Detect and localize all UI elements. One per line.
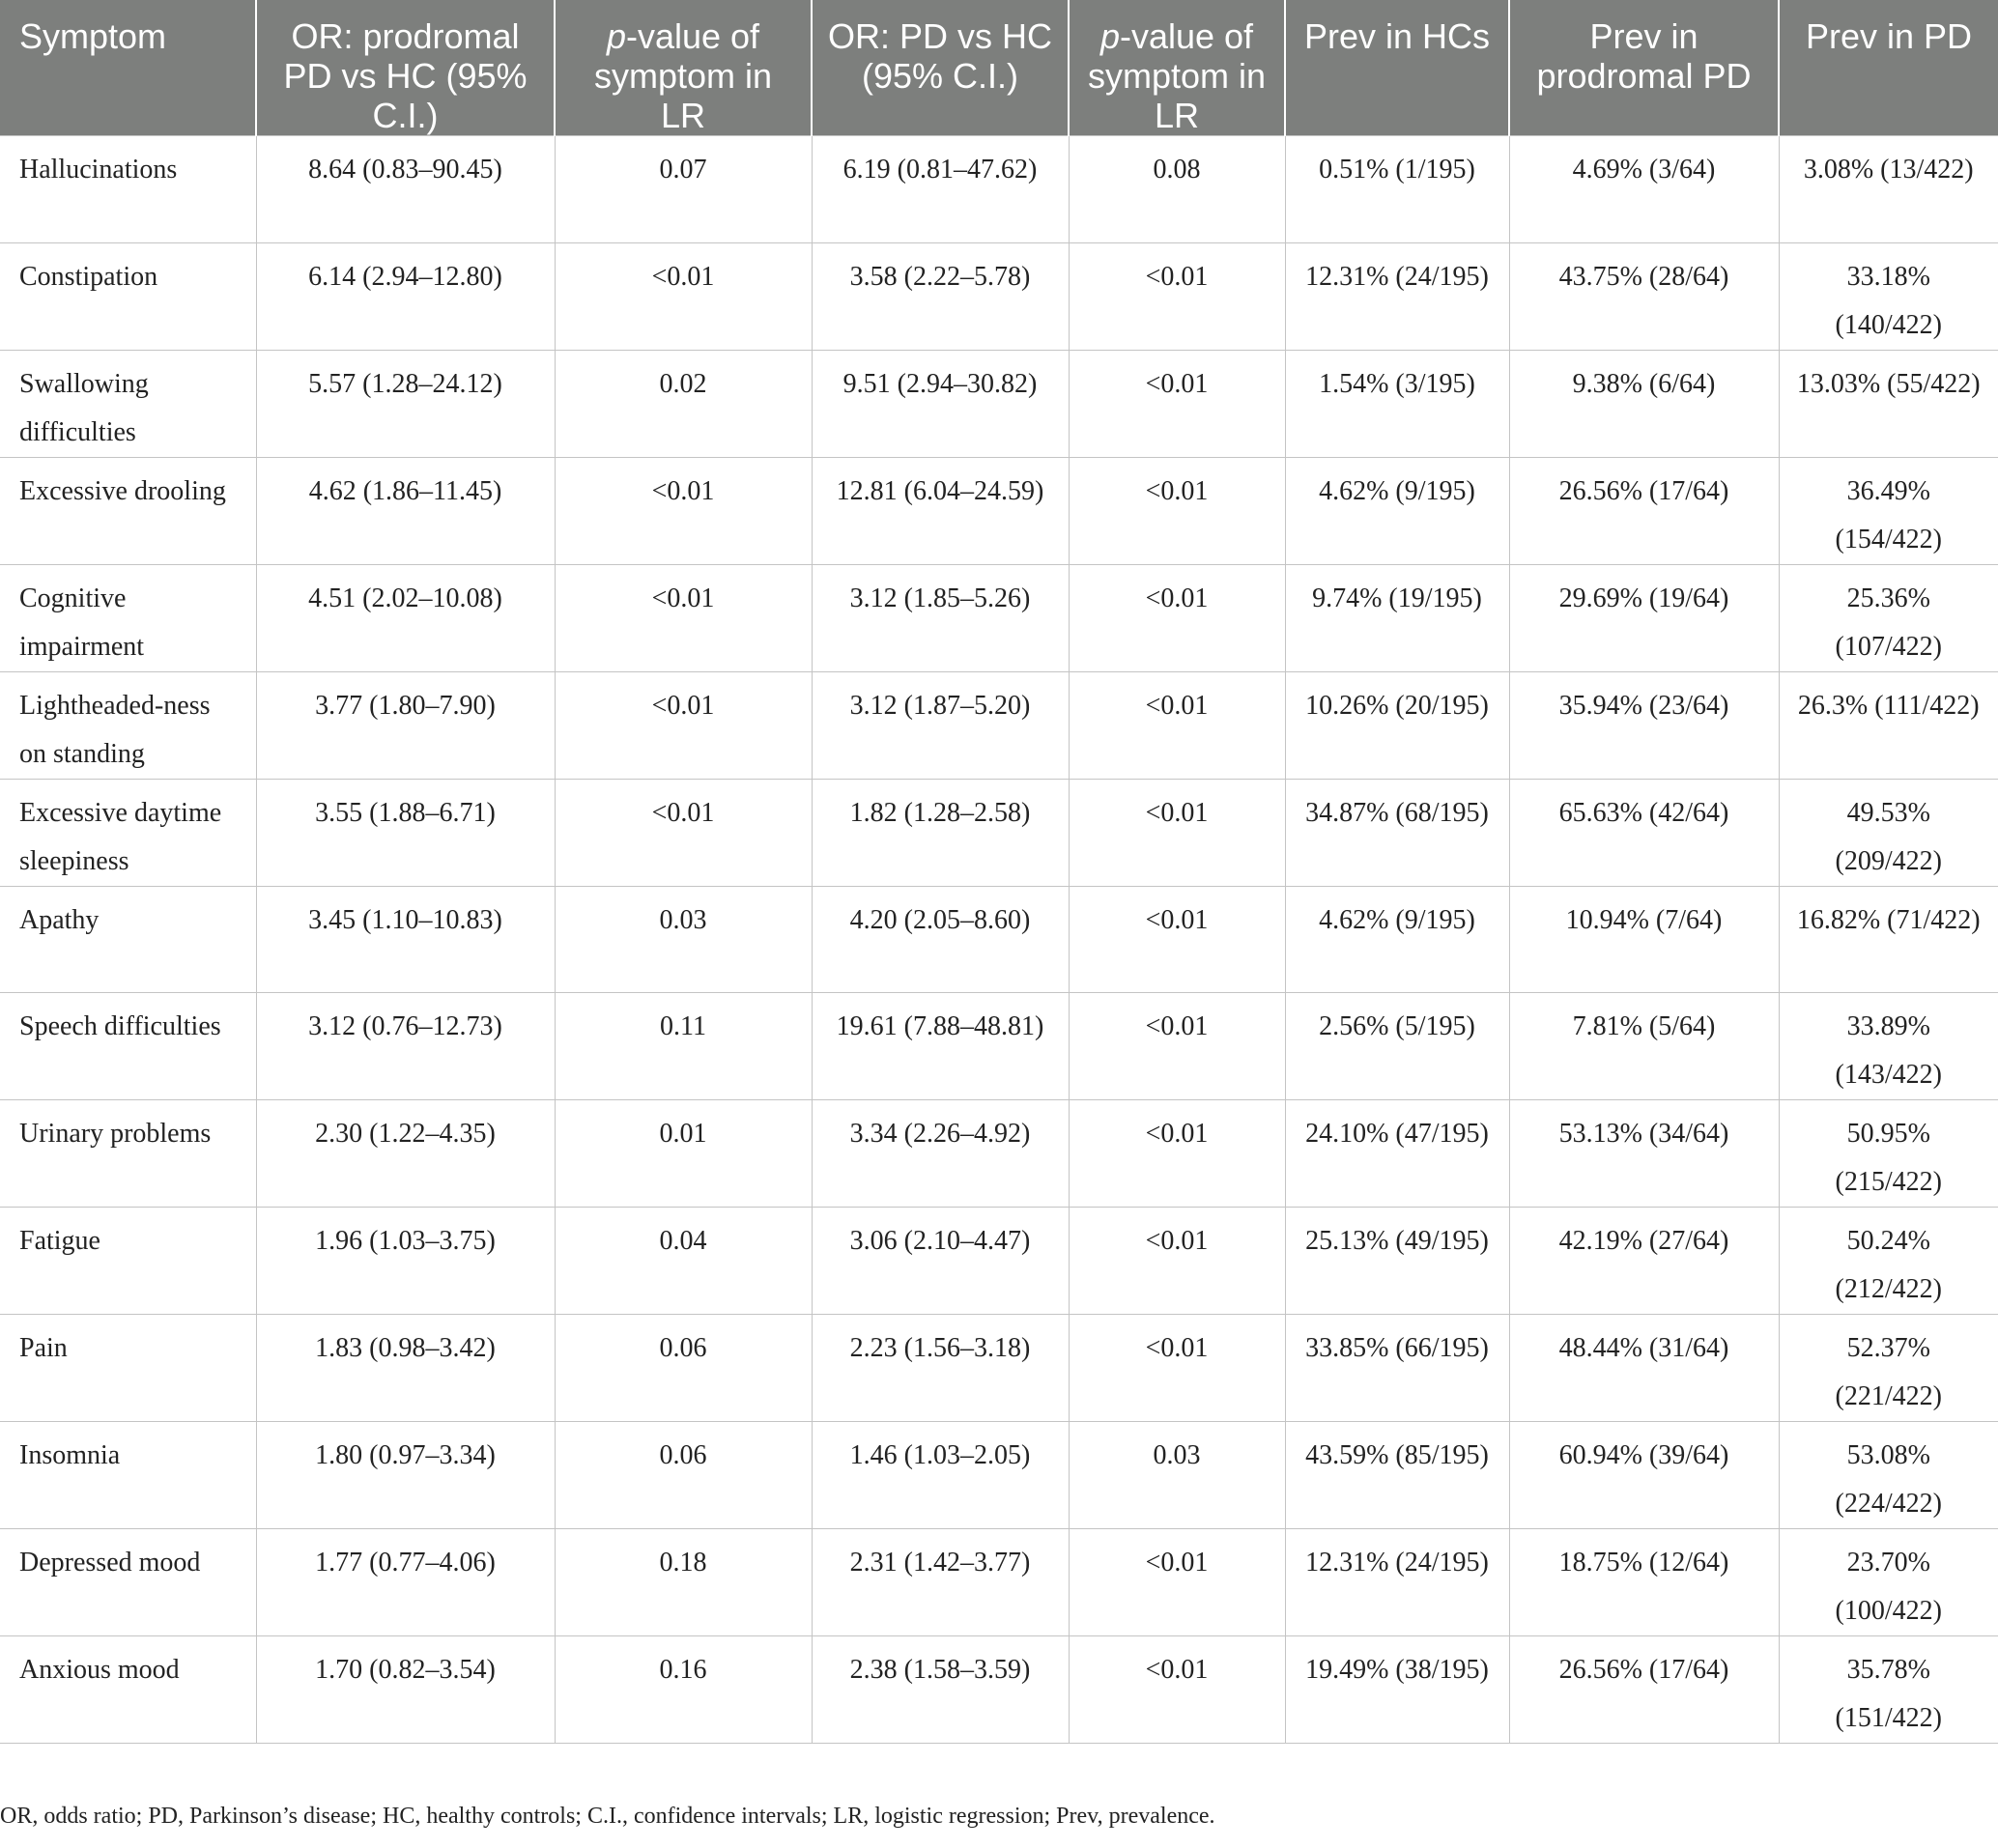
prev-prodromal-cell: 60.94% (39/64) xyxy=(1509,1422,1779,1529)
p-prodromal-cell: <0.01 xyxy=(555,779,812,886)
table-row xyxy=(0,1100,1998,1208)
header-or-prodromal: OR: prodromal PD vs HC (95% C.I.) xyxy=(256,0,555,136)
p-prodromal-cell: <0.01 xyxy=(555,564,812,671)
or-prodromal-cell: 1.96 (1.03–3.75) xyxy=(256,1208,555,1315)
table-footnote: OR, odds ratio; PD, Parkinson’s disease; HC, healthy controls; C.I., confidence intervals; LR, logistic regression; Prev, prevalence. xyxy=(0,1804,1215,1829)
or-pd-cell: 3.58 (2.22–5.78) xyxy=(812,242,1069,350)
p-pd-cell: <0.01 xyxy=(1069,457,1285,564)
prev-hc-cell: 12.31% (24/195) xyxy=(1285,1529,1509,1636)
or-pd-cell: 3.12 (1.87–5.20) xyxy=(812,671,1069,779)
prev-hc-cell: 4.62% (9/195) xyxy=(1285,886,1509,993)
header-prev-hc: Prev in HCs xyxy=(1285,0,1509,136)
table-row xyxy=(0,1529,1998,1636)
prev-pd-cell: 26.3% (111/422) xyxy=(1779,671,1998,779)
table-row xyxy=(0,1208,1998,1315)
p-pd-cell: <0.01 xyxy=(1069,1315,1285,1422)
or-prodromal-cell: 8.64 (0.83–90.45) xyxy=(256,136,555,243)
prev-hc-cell: 24.10% (47/195) xyxy=(1285,1100,1509,1208)
or-pd-cell: 2.31 (1.42–3.77) xyxy=(812,1529,1069,1636)
symptom-cell: Hallucinations xyxy=(0,136,256,243)
header-prev-pd: Prev in PD xyxy=(1779,0,1998,136)
p-prodromal-cell: 0.01 xyxy=(555,1100,812,1208)
symptom-cell: Apathy xyxy=(0,886,256,993)
p-prodromal-cell: 0.06 xyxy=(555,1422,812,1529)
prev-pd-cell: 25.36% (107/422) xyxy=(1779,564,1998,671)
or-prodromal-cell: 1.77 (0.77–4.06) xyxy=(256,1529,555,1636)
p-prodromal-cell: 0.02 xyxy=(555,350,812,457)
header-p-pd-rest: -value of symptom in LR xyxy=(1087,16,1267,135)
header-p-prodromal-italic: p xyxy=(606,16,626,56)
header-symptom: Symptom xyxy=(0,0,256,136)
prev-prodromal-cell: 26.56% (17/64) xyxy=(1509,457,1779,564)
prev-pd-cell: 52.37% (221/422) xyxy=(1779,1315,1998,1422)
or-prodromal-cell: 1.80 (0.97–3.34) xyxy=(256,1422,555,1529)
p-pd-cell: 0.03 xyxy=(1069,1422,1285,1529)
p-pd-cell: <0.01 xyxy=(1069,671,1285,779)
header-p-prodromal xyxy=(555,0,812,136)
prev-pd-cell: 53.08% (224/422) xyxy=(1779,1422,1998,1529)
prev-hc-cell: 43.59% (85/195) xyxy=(1285,1422,1509,1529)
symptom-cell: Cognitive impairment xyxy=(0,564,256,671)
prev-prodromal-cell: 29.69% (19/64) xyxy=(1509,564,1779,671)
or-pd-cell: 3.12 (1.85–5.26) xyxy=(812,564,1069,671)
prev-hc-cell: 33.85% (66/195) xyxy=(1285,1315,1509,1422)
prev-prodromal-cell: 9.38% (6/64) xyxy=(1509,350,1779,457)
header-p-prodromal-rest: -value of symptom in LR xyxy=(593,16,773,135)
p-prodromal-cell: 0.07 xyxy=(555,136,812,243)
p-pd-cell: <0.01 xyxy=(1069,1529,1285,1636)
symptom-cell: Depressed mood xyxy=(0,1529,256,1636)
or-prodromal-cell: 1.70 (0.82–3.54) xyxy=(256,1636,555,1744)
prev-hc-cell: 9.74% (19/195) xyxy=(1285,564,1509,671)
prev-prodromal-cell: 10.94% (7/64) xyxy=(1509,886,1779,993)
prev-prodromal-cell: 7.81% (5/64) xyxy=(1509,993,1779,1100)
symptom-cell: Speech difficulties xyxy=(0,993,256,1100)
prev-pd-cell: 33.18% (140/422) xyxy=(1779,242,1998,350)
prev-hc-cell: 4.62% (9/195) xyxy=(1285,457,1509,564)
symptom-cell: Swallowing difficulties xyxy=(0,350,256,457)
p-pd-cell: <0.01 xyxy=(1069,779,1285,886)
or-prodromal-cell: 5.57 (1.28–24.12) xyxy=(256,350,555,457)
or-prodromal-cell: 2.30 (1.22–4.35) xyxy=(256,1100,555,1208)
or-pd-cell: 19.61 (7.88–48.81) xyxy=(812,993,1069,1100)
header-prev-prodromal: Prev in prodromal PD xyxy=(1509,0,1779,136)
symptom-cell: Pain xyxy=(0,1315,256,1422)
prev-prodromal-cell: 18.75% (12/64) xyxy=(1509,1529,1779,1636)
or-prodromal-cell: 3.77 (1.80–7.90) xyxy=(256,671,555,779)
p-pd-cell: <0.01 xyxy=(1069,1208,1285,1315)
prev-hc-cell: 12.31% (24/195) xyxy=(1285,242,1509,350)
symptom-cell: Urinary problems xyxy=(0,1100,256,1208)
prev-pd-cell: 33.89% (143/422) xyxy=(1779,993,1998,1100)
table-row xyxy=(0,242,1998,350)
or-pd-cell: 2.23 (1.56–3.18) xyxy=(812,1315,1069,1422)
p-pd-cell: <0.01 xyxy=(1069,1636,1285,1744)
prev-prodromal-cell: 53.13% (34/64) xyxy=(1509,1100,1779,1208)
prev-pd-cell: 16.82% (71/422) xyxy=(1779,886,1998,993)
or-pd-cell: 3.06 (2.10–4.47) xyxy=(812,1208,1069,1315)
header-or-pd: OR: PD vs HC (95% C.I.) xyxy=(812,0,1069,136)
or-pd-cell: 3.34 (2.26–4.92) xyxy=(812,1100,1069,1208)
or-prodromal-cell: 1.83 (0.98–3.42) xyxy=(256,1315,555,1422)
symptom-cell: Excessive drooling xyxy=(0,457,256,564)
or-pd-cell: 12.81 (6.04–24.59) xyxy=(812,457,1069,564)
prev-hc-cell: 19.49% (38/195) xyxy=(1285,1636,1509,1744)
table-row xyxy=(0,1422,1998,1529)
table-row xyxy=(0,779,1998,886)
symptom-cell: Lightheaded-ness on standing xyxy=(0,671,256,779)
or-prodromal-cell: 4.62 (1.86–11.45) xyxy=(256,457,555,564)
p-prodromal-cell: 0.16 xyxy=(555,1636,812,1744)
table-row xyxy=(0,1315,1998,1422)
header-p-pd xyxy=(1069,0,1285,136)
table-row xyxy=(0,886,1998,993)
prev-hc-cell: 0.51% (1/195) xyxy=(1285,136,1509,243)
header-p-pd-italic: p xyxy=(1099,16,1120,56)
prev-pd-cell: 49.53% (209/422) xyxy=(1779,779,1998,886)
or-prodromal-cell: 3.55 (1.88–6.71) xyxy=(256,779,555,886)
table-row xyxy=(0,136,1998,243)
or-pd-cell: 1.82 (1.28–2.58) xyxy=(812,779,1069,886)
p-prodromal-cell: 0.11 xyxy=(555,993,812,1100)
or-pd-cell: 4.20 (2.05–8.60) xyxy=(812,886,1069,993)
symptom-cell: Excessive daytime sleepiness xyxy=(0,779,256,886)
symptom-cell: Constipation xyxy=(0,242,256,350)
p-pd-cell: <0.01 xyxy=(1069,242,1285,350)
p-pd-cell: <0.01 xyxy=(1069,564,1285,671)
table-row xyxy=(0,350,1998,457)
symptom-cell: Insomnia xyxy=(0,1422,256,1529)
prev-hc-cell: 10.26% (20/195) xyxy=(1285,671,1509,779)
or-prodromal-cell: 3.12 (0.76–12.73) xyxy=(256,993,555,1100)
or-pd-cell: 2.38 (1.58–3.59) xyxy=(812,1636,1069,1744)
table-row xyxy=(0,1636,1998,1744)
table-row xyxy=(0,993,1998,1100)
symptom-cell: Fatigue xyxy=(0,1208,256,1315)
prev-prodromal-cell: 26.56% (17/64) xyxy=(1509,1636,1779,1744)
prev-hc-cell: 1.54% (3/195) xyxy=(1285,350,1509,457)
p-pd-cell: <0.01 xyxy=(1069,993,1285,1100)
prev-prodromal-cell: 4.69% (3/64) xyxy=(1509,136,1779,243)
p-prodromal-cell: 0.03 xyxy=(555,886,812,993)
table-row xyxy=(0,564,1998,671)
or-pd-cell: 1.46 (1.03–2.05) xyxy=(812,1422,1069,1529)
prev-pd-cell: 3.08% (13/422) xyxy=(1779,136,1998,243)
p-pd-cell: 0.08 xyxy=(1069,136,1285,243)
prev-prodromal-cell: 43.75% (28/64) xyxy=(1509,242,1779,350)
p-prodromal-cell: <0.01 xyxy=(555,242,812,350)
prev-pd-cell: 36.49% (154/422) xyxy=(1779,457,1998,564)
p-prodromal-cell: 0.04 xyxy=(555,1208,812,1315)
p-prodromal-cell: <0.01 xyxy=(555,457,812,564)
prev-hc-cell: 2.56% (5/195) xyxy=(1285,993,1509,1100)
p-prodromal-cell: 0.06 xyxy=(555,1315,812,1422)
symptom-cell: Anxious mood xyxy=(0,1636,256,1744)
prev-prodromal-cell: 42.19% (27/64) xyxy=(1509,1208,1779,1315)
table-row xyxy=(0,671,1998,779)
prev-prodromal-cell: 48.44% (31/64) xyxy=(1509,1315,1779,1422)
prev-pd-cell: 35.78% (151/422) xyxy=(1779,1636,1998,1744)
table-row xyxy=(0,457,1998,564)
or-prodromal-cell: 3.45 (1.10–10.83) xyxy=(256,886,555,993)
p-pd-cell: <0.01 xyxy=(1069,350,1285,457)
prev-pd-cell: 23.70% (100/422) xyxy=(1779,1529,1998,1636)
p-pd-cell: <0.01 xyxy=(1069,886,1285,993)
prev-hc-cell: 25.13% (49/195) xyxy=(1285,1208,1509,1315)
p-prodromal-cell: 0.18 xyxy=(555,1529,812,1636)
table-header-row xyxy=(0,0,1998,136)
or-pd-cell: 9.51 (2.94–30.82) xyxy=(812,350,1069,457)
prev-hc-cell: 34.87% (68/195) xyxy=(1285,779,1509,886)
prev-prodromal-cell: 65.63% (42/64) xyxy=(1509,779,1779,886)
table-body xyxy=(0,136,1998,1744)
or-prodromal-cell: 4.51 (2.02–10.08) xyxy=(256,564,555,671)
prev-pd-cell: 50.24% (212/422) xyxy=(1779,1208,1998,1315)
prev-pd-cell: 50.95% (215/422) xyxy=(1779,1100,1998,1208)
prev-pd-cell: 13.03% (55/422) xyxy=(1779,350,1998,457)
or-pd-cell: 6.19 (0.81–47.62) xyxy=(812,136,1069,243)
or-prodromal-cell: 6.14 (2.94–12.80) xyxy=(256,242,555,350)
p-pd-cell: <0.01 xyxy=(1069,1100,1285,1208)
prev-prodromal-cell: 35.94% (23/64) xyxy=(1509,671,1779,779)
p-prodromal-cell: <0.01 xyxy=(555,671,812,779)
